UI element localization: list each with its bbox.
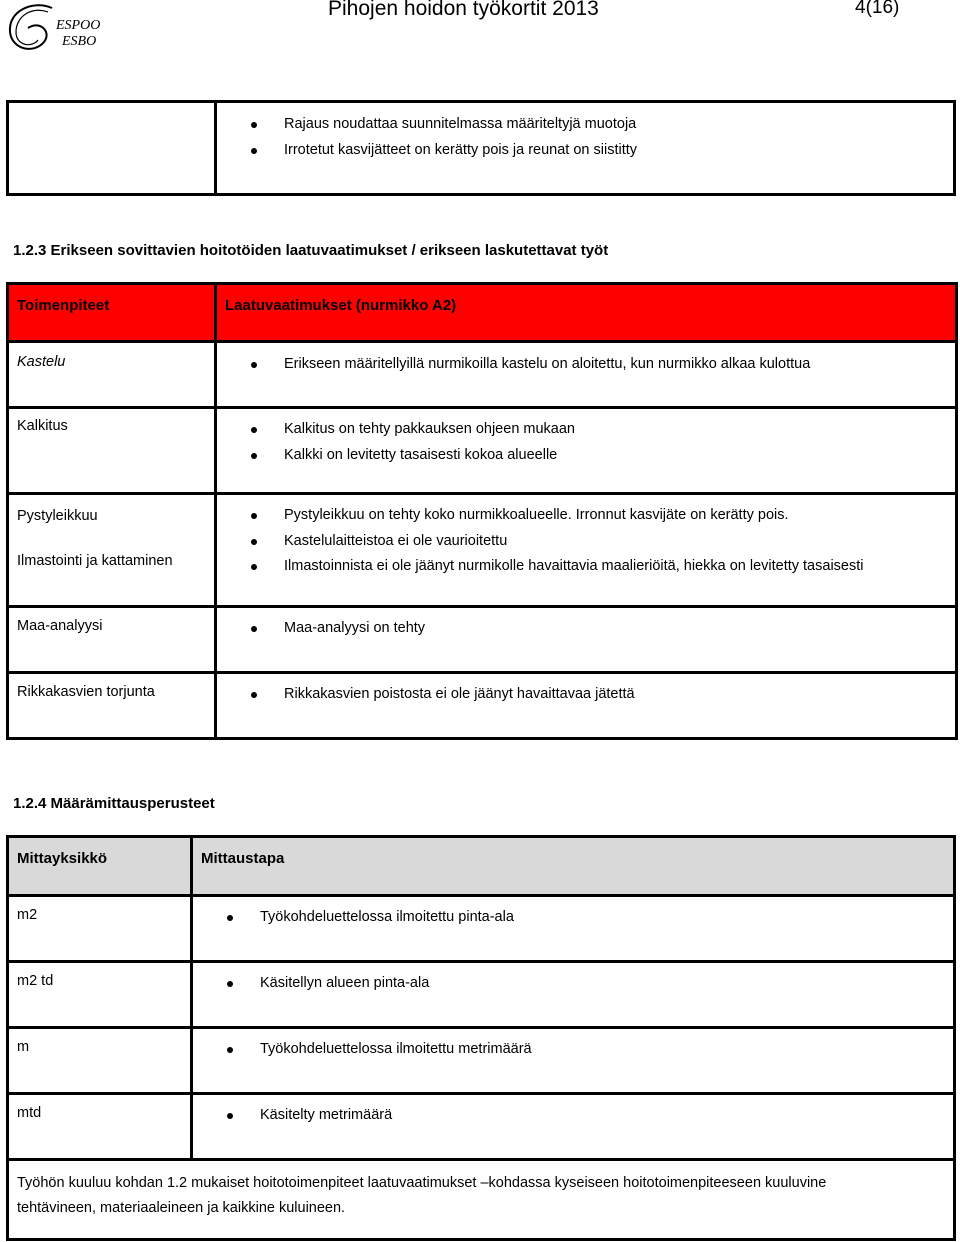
row-label: Kalkitus bbox=[17, 418, 68, 434]
row-label: Rikkakasvien torjunta bbox=[17, 684, 155, 700]
table-row bbox=[8, 607, 957, 673]
row-content-cell bbox=[216, 673, 957, 739]
method-bullets bbox=[227, 971, 953, 997]
row-label-cell bbox=[8, 494, 216, 607]
unit-label: mtd bbox=[17, 1105, 42, 1121]
table-row bbox=[8, 962, 955, 1028]
page-number: 4(16) bbox=[855, 0, 900, 18]
method-bullets bbox=[227, 1037, 953, 1063]
row-label-cell bbox=[8, 607, 216, 673]
section-title-123: 1.2.3 Erikseen sovittavien hoitotöiden laatuvaatimukset / erikseen laskutettavat työt bbox=[13, 242, 609, 259]
table-row bbox=[8, 673, 957, 739]
method-cell bbox=[192, 1094, 955, 1160]
unit-label: m2 bbox=[17, 907, 38, 923]
measurement-header-col2 bbox=[192, 837, 955, 896]
document-title: Pihojen hoidon työkortit 2013 bbox=[328, 0, 599, 20]
table-row bbox=[8, 1094, 955, 1160]
row-content-cell bbox=[216, 494, 957, 607]
footer-note bbox=[9, 1161, 953, 1221]
method-bullets bbox=[227, 1103, 953, 1129]
table-row bbox=[8, 896, 955, 962]
column-header-laatuvaatimukset: Laatuvaatimukset (nurmikko A2) bbox=[225, 297, 457, 314]
quality-table bbox=[6, 282, 958, 740]
method-cell bbox=[192, 962, 955, 1028]
row-label-cell bbox=[8, 408, 216, 494]
unit-label: m2 td bbox=[17, 973, 54, 989]
list-item: Maa-analyysi on tehty bbox=[251, 616, 955, 642]
list-item: Työkohdeluettelossa ilmoitettu metrimäärä bbox=[227, 1037, 953, 1063]
row-label: Ilmastointi ja kattaminen bbox=[17, 553, 173, 569]
row-bullets bbox=[251, 417, 955, 468]
method-cell bbox=[192, 1028, 955, 1094]
list-item: Kalkki on levitetty tasaisesti kokoa alueelle bbox=[251, 443, 955, 469]
row-bullets bbox=[251, 503, 955, 580]
list-item: Työkohdeluettelossa ilmoitettu pinta-ala bbox=[227, 905, 953, 931]
unit-cell bbox=[8, 962, 192, 1028]
top-table-content-cell bbox=[216, 102, 955, 195]
list-item: Rajaus noudattaa suunnitelmassa määriteltyjä muotoja bbox=[251, 112, 953, 138]
quality-header-col1 bbox=[8, 284, 216, 342]
logo-text-esbo: ESBO bbox=[62, 34, 97, 49]
footer-note-line: tehtävineen, materiaaleineen ja kaikkine kuluineen. bbox=[17, 1200, 346, 1216]
row-content-cell bbox=[216, 408, 957, 494]
measurement-table bbox=[6, 835, 956, 1241]
row-bullets bbox=[251, 682, 955, 708]
row-label: Kastelu bbox=[17, 354, 66, 370]
measurement-header-col1 bbox=[8, 837, 192, 896]
list-item: Erikseen määritellyillä nurmikoilla kastelu on aloitettu, kun nurmikko alkaa kulottua bbox=[251, 352, 955, 378]
logo-text-espoo: ESPOO bbox=[56, 18, 101, 33]
row-bullets bbox=[251, 616, 955, 642]
list-item: Pystyleikkuu on tehty koko nurmikkoalueelle. Irronnut kasvijäte on kerätty pois. bbox=[251, 503, 955, 529]
list-item: Käsitellyn alueen pinta-ala bbox=[227, 971, 953, 997]
top-table-label-cell bbox=[8, 102, 216, 195]
table-row bbox=[8, 1028, 955, 1094]
row-bullets bbox=[251, 352, 955, 378]
unit-cell bbox=[8, 1028, 192, 1094]
unit-label: m bbox=[17, 1039, 30, 1055]
method-cell bbox=[192, 896, 955, 962]
table-row bbox=[8, 494, 957, 607]
list-item: Käsitelty metrimäärä bbox=[227, 1103, 953, 1129]
row-content-cell bbox=[216, 607, 957, 673]
column-header-toimenpiteet: Toimenpiteet bbox=[17, 297, 110, 314]
footer-note-line: Työhön kuuluu kohdan 1.2 mukaiset hoitotoimenpiteet laatuvaatimukset –kohdassa kyseiseen hoitotoimenpiteeseen kuuluvine bbox=[17, 1175, 827, 1191]
table-row bbox=[8, 342, 957, 408]
unit-cell bbox=[8, 1094, 192, 1160]
top-table bbox=[6, 100, 956, 196]
table-row bbox=[8, 408, 957, 494]
quality-header-col2 bbox=[216, 284, 957, 342]
column-header-mittayksikko: Mittayksikkö bbox=[17, 850, 108, 867]
list-item: Ilmastoinnista ei ole jäänyt nurmikolle havaittavia maalieriöitä, hiekka on levitetty tasaisesti bbox=[251, 554, 955, 580]
method-bullets bbox=[227, 905, 953, 931]
espoo-logo bbox=[4, 2, 114, 58]
footer-note-cell bbox=[8, 1160, 955, 1240]
list-item: Irrotetut kasvijätteet on kerätty pois ja reunat on siistitty bbox=[251, 138, 953, 164]
table-row bbox=[8, 1160, 955, 1240]
row-content-cell bbox=[216, 342, 957, 408]
list-item: Rikkakasvien poistosta ei ole jäänyt havaittavaa jätettä bbox=[251, 682, 955, 708]
unit-cell bbox=[8, 896, 192, 962]
column-header-mittaustapa: Mittaustapa bbox=[201, 850, 285, 867]
row-label-cell bbox=[8, 673, 216, 739]
row-label-cell bbox=[8, 342, 216, 408]
list-item: Kalkitus on tehty pakkauksen ohjeen mukaan bbox=[251, 417, 955, 443]
section-title-124: 1.2.4 Määrämittausperusteet bbox=[13, 795, 215, 812]
row-label: Maa-analyysi bbox=[17, 618, 103, 634]
row-labels bbox=[9, 495, 214, 573]
list-item: Kastelulaitteistoa ei ole vaurioitettu bbox=[251, 529, 955, 555]
row-label: Pystyleikkuu bbox=[17, 508, 98, 524]
top-table-bullets bbox=[251, 112, 953, 163]
